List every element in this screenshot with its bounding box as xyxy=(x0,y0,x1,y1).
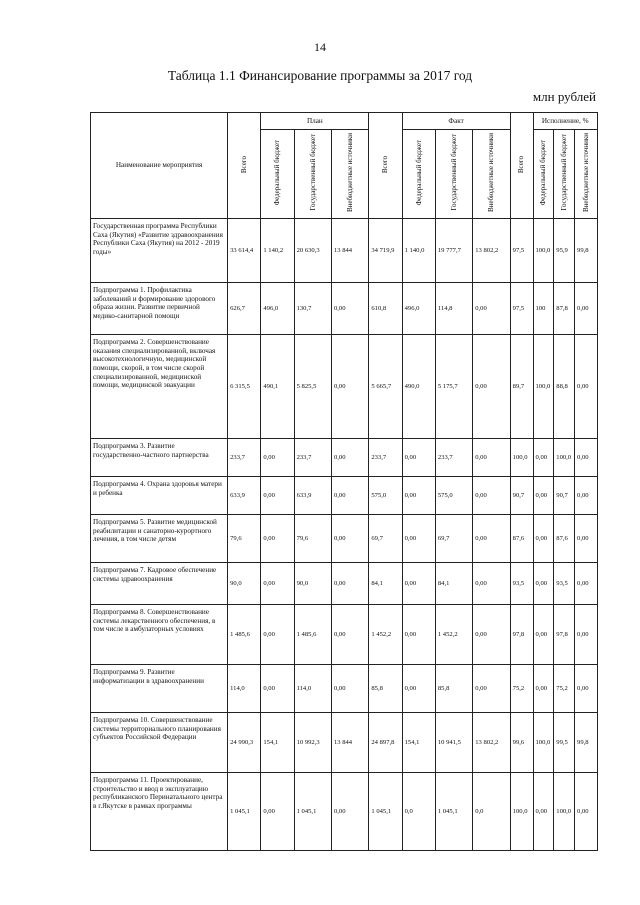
cell-fact-offbudget: 13 802,2 xyxy=(473,713,510,773)
cell-plan-state: 114,0 xyxy=(294,665,331,713)
cell-fact-state: 19 777,7 xyxy=(435,219,472,283)
header-fact-federal: Федеральный бюджет xyxy=(402,130,435,219)
cell-fact-federal: 0,00 xyxy=(402,605,435,665)
cell-fact-federal: 496,0 xyxy=(402,283,435,335)
cell-plan-offbudget: 0,00 xyxy=(331,439,368,477)
cell-plan-total: 626,7 xyxy=(228,283,261,335)
cell-exec-state: 100,0 xyxy=(554,439,575,477)
cell-plan-total: 24 990,3 xyxy=(228,713,261,773)
cell-plan-federal: 0,00 xyxy=(261,773,294,851)
cell-fact-total: 69,7 xyxy=(369,515,402,563)
cell-fact-state: 575,0 xyxy=(435,477,472,515)
cell-plan-total: 33 614,4 xyxy=(228,219,261,283)
cell-fact-total: 575,0 xyxy=(369,477,402,515)
cell-fact-federal: 0,00 xyxy=(402,563,435,605)
cell-fact-state: 1 045,1 xyxy=(435,773,472,851)
table-title: Таблица 1.1 Финансирование программы за 2017 год xyxy=(167,68,473,83)
cell-fact-state: 69,7 xyxy=(435,515,472,563)
units-label: млн рублей xyxy=(532,89,596,104)
cell-exec-state: 93,5 xyxy=(554,563,575,605)
cell-plan-offbudget: 0,00 xyxy=(331,605,368,665)
table-row xyxy=(91,665,598,713)
cell-plan-federal: 0,00 xyxy=(261,605,294,665)
table-row xyxy=(91,283,598,335)
cell-fact-offbudget: 0,00 xyxy=(473,563,510,605)
cell-plan-state: 1 485,6 xyxy=(294,605,331,665)
row-name: Подпрограмма 7. Кадровое обеспечение системы здравоохранения xyxy=(91,563,228,605)
cell-fact-total: 1 452,2 xyxy=(369,605,402,665)
table-row xyxy=(91,219,598,283)
cell-exec-state: 88,8 xyxy=(554,335,575,439)
cell-exec-offbudget: 99,8 xyxy=(575,713,598,773)
financing-table xyxy=(90,112,598,851)
cell-exec-offbudget: 0,00 xyxy=(575,773,598,851)
cell-plan-total: 633,9 xyxy=(228,477,261,515)
cell-exec-total: 99,6 xyxy=(510,713,533,773)
cell-fact-federal: 0,00 xyxy=(402,477,435,515)
cell-fact-federal: 0,00 xyxy=(402,439,435,477)
cell-fact-offbudget: 0,00 xyxy=(473,335,510,439)
header-plan: План xyxy=(261,113,369,130)
cell-plan-state: 20 630,3 xyxy=(294,219,331,283)
cell-exec-federal: 100,0 xyxy=(533,219,554,283)
table-row xyxy=(91,515,598,563)
cell-fact-offbudget: 0,00 xyxy=(473,477,510,515)
cell-plan-state: 5 825,5 xyxy=(294,335,331,439)
cell-fact-total: 5 665,7 xyxy=(369,335,402,439)
row-name: Подпрограмма 9. Развитие информатизации в здравоохранении xyxy=(91,665,228,713)
cell-exec-total: 100,0 xyxy=(510,773,533,851)
cell-plan-state: 633,9 xyxy=(294,477,331,515)
cell-exec-total: 90,7 xyxy=(510,477,533,515)
cell-fact-offbudget: 0,00 xyxy=(473,439,510,477)
cell-plan-offbudget: 13 844 xyxy=(331,219,368,283)
cell-plan-federal: 490,1 xyxy=(261,335,294,439)
cell-exec-offbudget: 0,00 xyxy=(575,515,598,563)
cell-exec-offbudget: 0,00 xyxy=(575,477,598,515)
cell-fact-federal: 0,00 xyxy=(402,665,435,713)
cell-fact-federal: 490,0 xyxy=(402,335,435,439)
cell-exec-state: 87,6 xyxy=(554,515,575,563)
cell-exec-offbudget: 0,00 xyxy=(575,439,598,477)
table-row xyxy=(91,335,598,439)
header-plan-state: Государственный бюджет xyxy=(294,130,331,219)
cell-exec-total: 100,0 xyxy=(510,439,533,477)
cell-exec-federal: 0,00 xyxy=(533,665,554,713)
cell-plan-state: 130,7 xyxy=(294,283,331,335)
row-name: Государственная программа Республики Саха (Якутия) «Развитие здравоохранения Республики Саха (Якутия) на 2012 - 2019 годы» xyxy=(91,219,228,283)
cell-exec-offbudget: 0,00 xyxy=(575,563,598,605)
cell-exec-offbudget: 0,00 xyxy=(575,605,598,665)
cell-exec-federal: 0,00 xyxy=(533,605,554,665)
cell-fact-state: 1 452,2 xyxy=(435,605,472,665)
cell-fact-federal: 0,00 xyxy=(402,515,435,563)
cell-exec-total: 97,5 xyxy=(510,283,533,335)
cell-fact-state: 84,1 xyxy=(435,563,472,605)
cell-fact-offbudget: 13 802,2 xyxy=(473,219,510,283)
cell-exec-state: 75,2 xyxy=(554,665,575,713)
cell-exec-federal: 100,0 xyxy=(533,713,554,773)
row-name: Подпрограмма 8. Совершенствование системы лекарственного обеспечения, в том числе в амбулаторных условиях xyxy=(91,605,228,665)
header-fact-total: Всего xyxy=(369,113,402,219)
table-row xyxy=(91,439,598,477)
cell-fact-offbudget: 0,00 xyxy=(473,605,510,665)
cell-plan-federal: 1 140,2 xyxy=(261,219,294,283)
row-name: Подпрограмма 5. Развитие медицинской реабилитации и санаторно-курортного лечения, в том числе детям xyxy=(91,515,228,563)
cell-exec-federal: 100,0 xyxy=(533,335,554,439)
cell-exec-offbudget: 99,8 xyxy=(575,219,598,283)
cell-fact-state: 114,8 xyxy=(435,283,472,335)
header-exec-total: Всего xyxy=(510,113,533,219)
header-plan-total: Всего xyxy=(228,113,261,219)
table-header xyxy=(91,113,598,219)
table-row xyxy=(91,605,598,665)
table-row xyxy=(91,713,598,773)
cell-plan-offbudget: 0,00 xyxy=(331,335,368,439)
cell-fact-total: 610,8 xyxy=(369,283,402,335)
cell-exec-federal: 0,00 xyxy=(533,439,554,477)
cell-exec-federal: 0,00 xyxy=(533,563,554,605)
cell-fact-federal: 154,1 xyxy=(402,713,435,773)
cell-exec-state: 90,7 xyxy=(554,477,575,515)
cell-plan-state: 10 992,3 xyxy=(294,713,331,773)
cell-plan-federal: 496,0 xyxy=(261,283,294,335)
cell-plan-total: 114,0 xyxy=(228,665,261,713)
table-row xyxy=(91,563,598,605)
cell-plan-total: 6 315,5 xyxy=(228,335,261,439)
cell-plan-offbudget: 0,00 xyxy=(331,515,368,563)
cell-plan-state: 79,6 xyxy=(294,515,331,563)
cell-fact-state: 5 175,7 xyxy=(435,335,472,439)
cell-plan-offbudget: 13 844 xyxy=(331,713,368,773)
cell-fact-total: 84,1 xyxy=(369,563,402,605)
header-plan-offbudget: Внебюджетные источники xyxy=(331,130,368,219)
cell-fact-total: 1 045,1 xyxy=(369,773,402,851)
cell-plan-federal: 0,00 xyxy=(261,563,294,605)
cell-exec-total: 87,6 xyxy=(510,515,533,563)
cell-plan-federal: 0,00 xyxy=(261,665,294,713)
cell-plan-state: 233,7 xyxy=(294,439,331,477)
cell-exec-state: 87,8 xyxy=(554,283,575,335)
cell-plan-federal: 0,00 xyxy=(261,515,294,563)
table-row xyxy=(91,773,598,851)
cell-exec-federal: 100 xyxy=(533,283,554,335)
cell-plan-state: 1 045,1 xyxy=(294,773,331,851)
header-execution: Исполнение, % xyxy=(533,113,598,130)
cell-exec-total: 97,8 xyxy=(510,605,533,665)
cell-fact-state: 10 941,5 xyxy=(435,713,472,773)
cell-fact-offbudget: 0,0 xyxy=(473,773,510,851)
cell-exec-state: 99,5 xyxy=(554,713,575,773)
cell-exec-total: 89,7 xyxy=(510,335,533,439)
row-name: Подпрограмма 1. Профилактика заболеваний и формирование здорового образа жизни. Развитие первичной медико-санитарной помощи xyxy=(91,283,228,335)
header-plan-federal: Федеральный бюджет xyxy=(261,130,294,219)
header-exec-federal: Федеральный бюджет xyxy=(533,130,554,219)
row-name: Подпрограмма 4. Охрана здоровья матери и ребенка xyxy=(91,477,228,515)
cell-plan-total: 90,0 xyxy=(228,563,261,605)
cell-plan-total: 1 485,6 xyxy=(228,605,261,665)
cell-plan-offbudget: 0,00 xyxy=(331,477,368,515)
cell-fact-offbudget: 0,00 xyxy=(473,515,510,563)
cell-plan-federal: 154,1 xyxy=(261,713,294,773)
cell-exec-federal: 0,00 xyxy=(533,477,554,515)
cell-exec-total: 75,2 xyxy=(510,665,533,713)
header-fact: Факт xyxy=(402,113,510,130)
page-number: 14 xyxy=(314,40,326,54)
cell-plan-offbudget: 0,00 xyxy=(331,563,368,605)
cell-plan-offbudget: 0,00 xyxy=(331,283,368,335)
cell-plan-total: 233,7 xyxy=(228,439,261,477)
cell-exec-state: 100,0 xyxy=(554,773,575,851)
header-fact-state: Государственный бюджет xyxy=(435,130,472,219)
cell-fact-state: 233,7 xyxy=(435,439,472,477)
cell-exec-offbudget: 0,00 xyxy=(575,283,598,335)
cell-fact-federal: 1 140,0 xyxy=(402,219,435,283)
cell-exec-total: 93,5 xyxy=(510,563,533,605)
header-exec-state: Государственный бюджет xyxy=(554,130,575,219)
cell-fact-offbudget: 0,00 xyxy=(473,283,510,335)
cell-exec-state: 97,8 xyxy=(554,605,575,665)
row-name: Подпрограмма 10. Совершенствование системы территориального планирования субъектов Российской Федерации xyxy=(91,713,228,773)
cell-plan-offbudget: 0,00 xyxy=(331,773,368,851)
cell-plan-federal: 0,00 xyxy=(261,477,294,515)
cell-fact-federal: 0,0 xyxy=(402,773,435,851)
cell-fact-total: 34 719,9 xyxy=(369,219,402,283)
cell-exec-federal: 0,00 xyxy=(533,773,554,851)
header-fact-offbudget: Внебюджетные источники xyxy=(473,130,510,219)
row-name: Подпрограмма 2. Совершенствование оказания специализированной, включая высокотехнологичную, медицинской помощи, скорой, в том числе скорой специализированной, медицинской помощи, медицинской эвакуации xyxy=(91,335,228,439)
cell-fact-state: 85,8 xyxy=(435,665,472,713)
cell-exec-offbudget: 0,00 xyxy=(575,665,598,713)
row-name: Подпрограмма 3. Развитие государственно-частного партнерства xyxy=(91,439,228,477)
cell-exec-total: 97,5 xyxy=(510,219,533,283)
cell-exec-state: 95,9 xyxy=(554,219,575,283)
cell-exec-federal: 0,00 xyxy=(533,515,554,563)
cell-fact-total: 233,7 xyxy=(369,439,402,477)
header-exec-offbudget: Внебюджетные источники xyxy=(575,130,598,219)
cell-fact-total: 85,8 xyxy=(369,665,402,713)
cell-plan-total: 1 045,1 xyxy=(228,773,261,851)
row-name: Подпрограмма 11. Проектирование, строительство и ввод в эксплуатацию республиканского Перинатального центра в г.Якутске в рамках программы xyxy=(91,773,228,851)
cell-plan-state: 90,0 xyxy=(294,563,331,605)
cell-fact-total: 24 897,8 xyxy=(369,713,402,773)
cell-plan-total: 79,6 xyxy=(228,515,261,563)
cell-fact-offbudget: 0,00 xyxy=(473,665,510,713)
cell-exec-offbudget: 0,00 xyxy=(575,335,598,439)
table-row xyxy=(91,477,598,515)
cell-plan-federal: 0,00 xyxy=(261,439,294,477)
header-name: Наименование мероприятия xyxy=(91,113,228,219)
cell-plan-offbudget: 0,00 xyxy=(331,665,368,713)
